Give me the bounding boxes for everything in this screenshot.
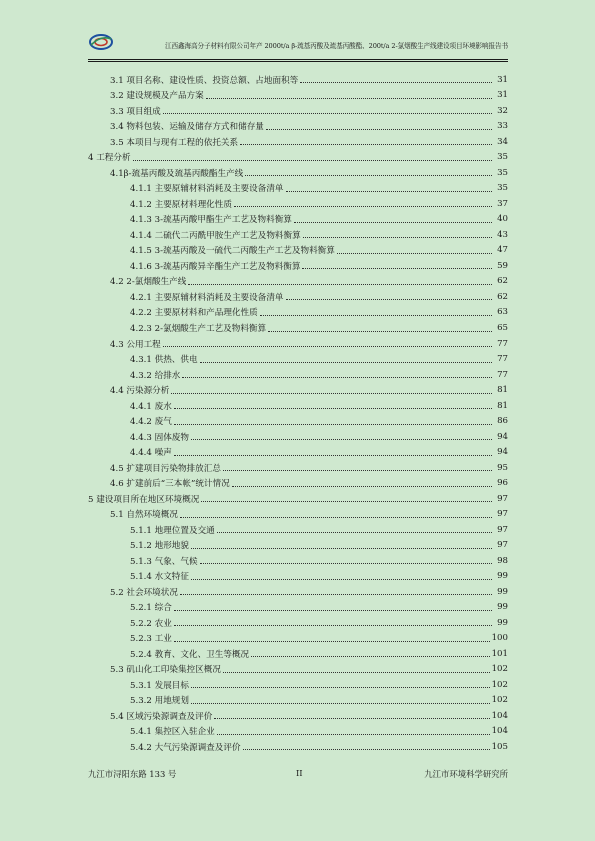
toc-entry-page: 33 <box>497 121 508 132</box>
toc-entry[interactable] <box>88 103 508 119</box>
toc-entry-page: 102 <box>491 679 508 690</box>
toc-entry-page: 104 <box>491 726 508 737</box>
toc-entry-page: 31 <box>497 90 508 101</box>
toc-entry[interactable] <box>88 662 508 678</box>
toc-leader-dots <box>245 175 492 176</box>
toc-entry[interactable] <box>88 258 508 274</box>
toc-entry-page: 99 <box>497 586 508 597</box>
toc-entry[interactable] <box>88 584 508 600</box>
toc-entry-page: 81 <box>497 385 508 396</box>
page-header <box>88 30 508 56</box>
toc-entry[interactable] <box>88 724 508 740</box>
toc-entry[interactable] <box>88 336 508 352</box>
toc-entry-label: 4.2.3 2-氯烟酸生产工艺及物料衡算 <box>130 324 267 334</box>
toc-entry-page: 35 <box>497 167 508 178</box>
toc-leader-dots <box>133 160 492 161</box>
toc-entry[interactable] <box>88 708 508 724</box>
toc-entry-label: 5.4.1 集控区入驻企业 <box>130 727 215 738</box>
toc-leader-dots <box>217 734 490 735</box>
toc-leader-dots <box>171 393 492 394</box>
toc-entry-page: 62 <box>497 291 508 302</box>
toc-entry[interactable] <box>88 677 508 693</box>
toc-entry-page: 86 <box>497 416 508 427</box>
toc-entry-page: 97 <box>497 509 508 520</box>
toc-entry-page: 94 <box>497 431 508 442</box>
header-title: 江西鑫海高分子材料有限公司年产 2000t/a β-巯基丙酸及巯基丙酸酯、200t/a 2-氯烟酸生产线建设项目环境影响报告书 <box>165 42 508 50</box>
toc-leader-dots <box>294 222 492 223</box>
toc-entry-label: 4.4.2 废气 <box>130 417 172 428</box>
toc-entry-label: 5.3.2 用地规划 <box>130 696 189 707</box>
toc-entry[interactable] <box>88 320 508 336</box>
toc-entry-label: 4.4.4 噪声 <box>130 448 172 459</box>
toc-leader-dots <box>191 439 492 440</box>
toc-leader-dots <box>163 346 492 347</box>
table-of-contents <box>88 72 508 755</box>
toc-entry[interactable] <box>88 553 508 569</box>
page-footer <box>88 768 508 782</box>
toc-entry-label: 5.2.2 农业 <box>130 618 172 629</box>
toc-entry-label: 5.1.2 地形地貌 <box>130 541 189 552</box>
toc-leader-dots <box>214 718 489 719</box>
toc-entry-page: 43 <box>497 229 508 240</box>
toc-entry-page: 97 <box>497 524 508 535</box>
toc-entry-page: 105 <box>491 741 508 752</box>
toc-entry-page: 32 <box>497 105 508 116</box>
toc-entry-label: 4.1.1 主要原辅材料消耗及主要设备清单 <box>130 184 284 195</box>
toc-leader-dots <box>217 532 492 533</box>
header-rule-thin <box>88 61 508 62</box>
footer-address: 九江市浔阳东路 133 号 <box>88 769 177 779</box>
toc-entry[interactable] <box>88 739 508 755</box>
toc-entry-page: 99 <box>497 617 508 628</box>
toc-entry-label: 3.4 物料包装、运输及储存方式和储存量 <box>110 122 264 133</box>
toc-leader-dots <box>260 315 492 316</box>
toc-entry[interactable] <box>88 119 508 135</box>
toc-leader-dots <box>268 331 492 332</box>
toc-entry-page: 63 <box>497 307 508 318</box>
toc-entry[interactable] <box>88 367 508 383</box>
toc-entry-page: 47 <box>497 245 508 256</box>
toc-entry-label: 4.6 扩建前后“三本帐”统计情况 <box>110 479 230 490</box>
toc-entry[interactable] <box>88 165 508 181</box>
toc-entry-page: 65 <box>497 323 508 333</box>
toc-entry[interactable] <box>88 693 508 709</box>
toc-leader-dots <box>337 253 492 254</box>
toc-leader-dots <box>180 594 492 595</box>
toc-entry-page: 35 <box>497 152 508 163</box>
toc-entry-label: 3.5 本项目与现有工程的依托关系 <box>110 137 239 148</box>
toc-leader-dots <box>174 625 492 626</box>
toc-entry[interactable] <box>88 212 508 228</box>
toc-entry-label: 3.2 建设规模及产品方案 <box>110 91 204 102</box>
toc-leader-dots <box>191 579 492 580</box>
toc-entry-label: 4.2 2-氯烟酸生产线 <box>110 277 187 288</box>
toc-entry-label: 5.2.3 工业 <box>130 634 172 645</box>
toc-leader-dots <box>286 191 492 192</box>
toc-entry-label: 4.3.2 给排水 <box>130 370 181 381</box>
toc-leader-dots <box>201 501 492 502</box>
toc-leader-dots <box>286 299 492 300</box>
toc-entry[interactable] <box>88 600 508 616</box>
toc-leader-dots <box>174 424 492 425</box>
toc-entry[interactable] <box>88 382 508 398</box>
toc-leader-dots <box>174 408 492 409</box>
toc-entry-page: 35 <box>497 183 508 194</box>
toc-leader-dots <box>174 610 492 611</box>
toc-entry-label: 5.3 矶山化工印染集控区概况 <box>110 665 221 676</box>
toc-entry-label: 4.1.6 3-巯基丙酸异辛酯生产工艺及物料衡算 <box>130 261 301 272</box>
toc-entry[interactable] <box>88 88 508 104</box>
toc-leader-dots <box>240 144 492 145</box>
toc-entry[interactable] <box>88 134 508 150</box>
toc-entry-label: 4.4.3 固体废物 <box>130 432 189 443</box>
toc-leader-dots <box>266 129 492 130</box>
toc-entry-label: 5.1.1 地理位置及交通 <box>130 525 215 536</box>
toc-entry-label: 5.2 社会环境状况 <box>110 587 178 598</box>
toc-entry-page: 96 <box>497 478 508 489</box>
toc-entry[interactable] <box>88 615 508 631</box>
toc-entry-label: 5.2.1 综合 <box>130 603 172 614</box>
toc-leader-dots <box>188 284 492 285</box>
toc-entry-label: 5.1 自然环境概况 <box>110 510 178 521</box>
toc-entry-page: 95 <box>497 462 508 473</box>
page-number: II <box>296 768 303 778</box>
toc-entry-label: 4.4.1 废水 <box>130 401 172 412</box>
toc-entry[interactable] <box>88 413 508 429</box>
toc-leader-dots <box>200 362 492 363</box>
toc-entry[interactable] <box>88 351 508 367</box>
toc-entry-page: 101 <box>491 648 508 659</box>
toc-entry[interactable] <box>88 444 508 460</box>
toc-entry-page: 94 <box>497 447 508 458</box>
toc-leader-dots <box>234 206 492 207</box>
toc-entry-page: 37 <box>497 198 508 209</box>
toc-leader-dots <box>232 486 492 487</box>
toc-entry-label: 4.1.2 主要原材料理化性质 <box>130 199 232 210</box>
toc-entry-page: 98 <box>497 555 508 566</box>
toc-entry-page: 40 <box>497 214 508 225</box>
company-logo-icon <box>88 32 114 52</box>
toc-entry-page: 97 <box>497 540 508 551</box>
toc-entry-label: 4.4 污染源分析 <box>110 386 170 397</box>
toc-entry-page: 104 <box>491 710 508 721</box>
toc-entry-label: 3.3 项目组成 <box>110 106 161 117</box>
toc-entry-page: 34 <box>497 136 508 147</box>
toc-leader-dots <box>174 455 492 456</box>
toc-entry-page: 77 <box>497 369 508 380</box>
toc-entry-label: 5 建设项目所在地区环境概况 <box>88 494 200 505</box>
toc-entry[interactable] <box>88 72 508 88</box>
toc-entry[interactable] <box>88 227 508 243</box>
toc-entry-page: 81 <box>497 400 508 411</box>
toc-leader-dots <box>206 98 492 99</box>
toc-entry-page: 31 <box>497 74 508 85</box>
toc-entry[interactable] <box>88 196 508 212</box>
toc-entry-label: 5.4 区域污染源调查及评价 <box>110 711 213 722</box>
toc-entry-label: 4.2.1 主要原辅材料消耗及主要设备清单 <box>130 292 284 303</box>
toc-entry[interactable] <box>88 537 508 553</box>
toc-entry-page: 62 <box>497 276 508 287</box>
toc-leader-dots <box>302 268 492 269</box>
toc-entry[interactable] <box>88 243 508 259</box>
toc-entry[interactable] <box>88 181 508 197</box>
toc-entry-label: 4.1.5 3-巯基丙酸及一硫代二丙酸生产工艺及物料衡算 <box>130 246 335 257</box>
toc-entry[interactable] <box>88 646 508 662</box>
toc-entry[interactable] <box>88 429 508 445</box>
toc-entry-label: 5.1.4 水文特征 <box>130 572 189 583</box>
toc-entry-label: 4.1.4 二硫代二丙酰甲胺生产工艺及物料衡算 <box>130 230 301 241</box>
toc-entry-label: 5.2.4 教育、文化、卫生等概况 <box>130 649 250 660</box>
toc-entry-label: 4 工程分析 <box>88 153 131 164</box>
toc-leader-dots <box>303 237 492 238</box>
toc-entry-label: 4.3.1 供热、供电 <box>130 355 198 366</box>
toc-leader-dots <box>180 517 492 518</box>
toc-entry-label: 4.1β-巯基丙酸及巯基丙酸酯生产线 <box>110 168 244 179</box>
toc-leader-dots <box>191 703 490 704</box>
toc-entry-page: 77 <box>497 338 508 349</box>
toc-entry-page: 59 <box>497 260 508 271</box>
toc-leader-dots <box>182 377 492 378</box>
toc-entry-page: 102 <box>491 695 508 706</box>
toc-entry[interactable] <box>88 305 508 321</box>
toc-entry[interactable] <box>88 631 508 647</box>
toc-entry-label: 4.1.3 3-巯基丙酸甲酯生产工艺及物料衡算 <box>130 215 292 226</box>
toc-entry-label: 5.3.1 发展目标 <box>130 680 189 691</box>
toc-leader-dots <box>300 82 492 83</box>
toc-entry[interactable] <box>88 506 508 522</box>
toc-entry-page: 97 <box>497 493 508 504</box>
toc-entry-page: 100 <box>491 633 508 644</box>
toc-entry-label: 4.5 扩建项目污染物排放汇总 <box>110 463 221 474</box>
toc-entry-label: 4.3 公用工程 <box>110 339 161 350</box>
toc-entry-page: 99 <box>497 602 508 613</box>
toc-entry-label: 5.1.3 气象、气候 <box>130 556 198 567</box>
toc-entry[interactable] <box>88 475 508 491</box>
toc-entry[interactable] <box>88 274 508 290</box>
toc-entry-page: 99 <box>497 571 508 582</box>
toc-entry-label: 4.2.2 主要原材料和产品理化性质 <box>130 308 258 319</box>
toc-leader-dots <box>223 672 490 673</box>
toc-entry[interactable] <box>88 522 508 538</box>
toc-leader-dots <box>223 470 492 471</box>
toc-leader-dots <box>174 641 490 642</box>
toc-leader-dots <box>200 563 492 564</box>
toc-leader-dots <box>163 113 492 114</box>
toc-entry-page: 77 <box>497 354 508 365</box>
footer-institute: 九江市环境科学研究所 <box>424 769 508 779</box>
toc-entry-page: 102 <box>491 664 508 675</box>
toc-entry[interactable] <box>88 150 508 166</box>
toc-leader-dots <box>251 656 489 657</box>
header-rule <box>88 59 508 60</box>
toc-entry[interactable] <box>88 491 508 507</box>
toc-entry[interactable] <box>88 569 508 585</box>
toc-entry[interactable] <box>88 398 508 414</box>
toc-entry-label: 5.4.2 大气污染源调查及评价 <box>130 742 241 753</box>
toc-leader-dots <box>191 687 490 688</box>
toc-leader-dots <box>191 548 492 549</box>
toc-leader-dots <box>243 749 490 750</box>
toc-entry-label: 3.1 项目名称、建设性质、投资总额、占地面积等 <box>110 75 299 86</box>
toc-entry[interactable] <box>88 289 508 305</box>
toc-entry[interactable] <box>88 460 508 476</box>
